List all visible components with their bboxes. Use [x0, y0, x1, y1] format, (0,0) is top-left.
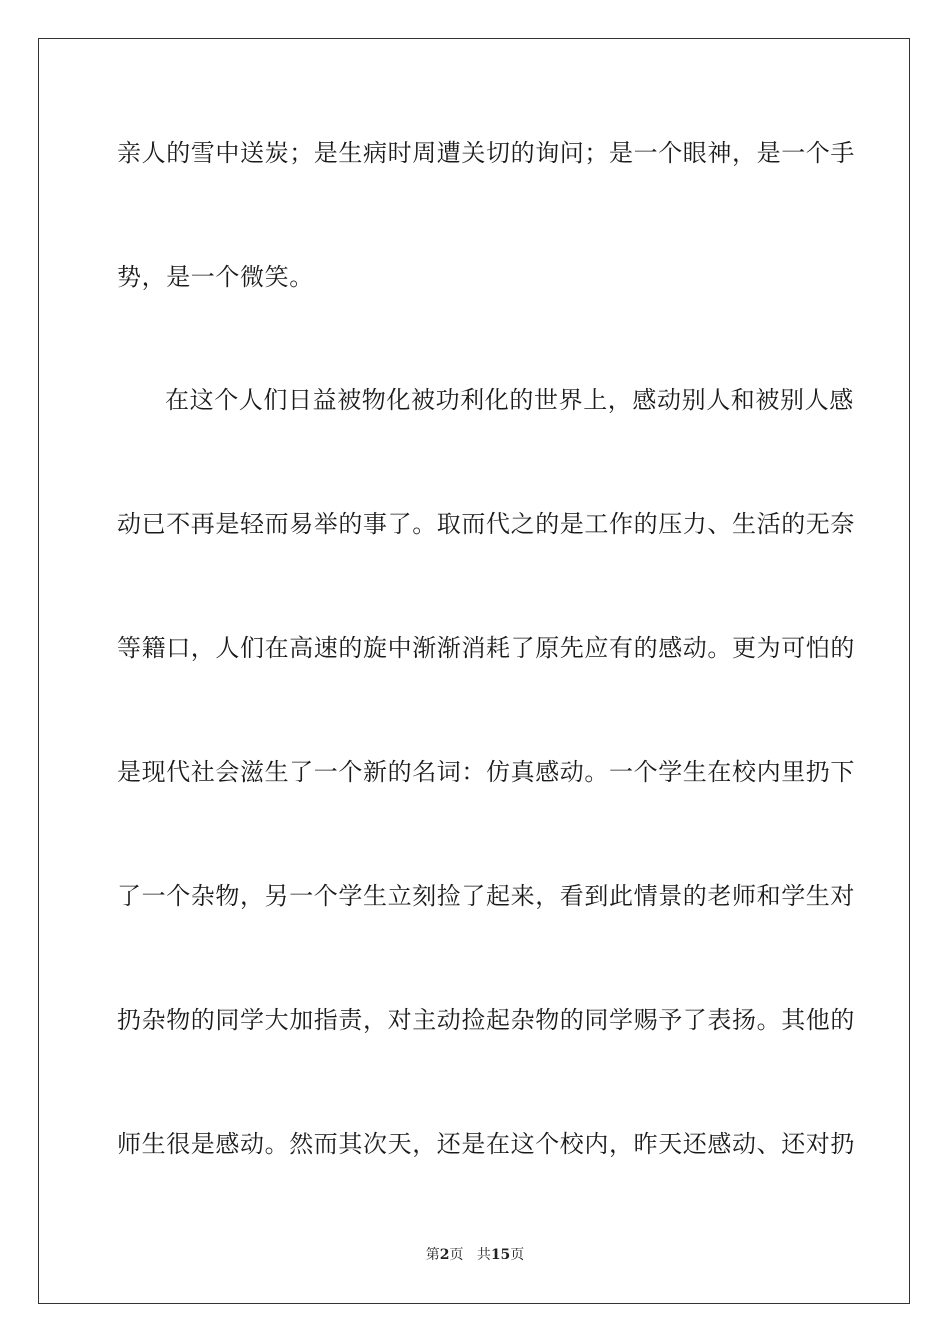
page-border [38, 38, 910, 1304]
text-line-7: 了一个杂物，另一个学生立刻捡了起来，看到此情景的老师和学生对 [117, 882, 855, 910]
footer-page-prefix: 第 [425, 1247, 440, 1263]
page-footer [0, 1245, 950, 1265]
footer-total-suffix: 页 [510, 1247, 525, 1263]
text-line-8: 扔杂物的同学大加指责，对主动捡起杂物的同学赐予了表扬。其他的 [117, 1006, 855, 1034]
text-line-9: 师生很是感动。然而其次天，还是在这个校内，昨天还感动、还对扔 [117, 1130, 855, 1158]
footer-total-prefix: 共 [476, 1247, 491, 1263]
text-line-4: 动已不再是轻而易举的事了。取而代之的是工作的压力、生活的无奈 [117, 510, 855, 538]
footer-page-number: 2 [439, 1247, 450, 1263]
footer-total-pages: 15 [490, 1247, 511, 1263]
text-line-2: 势，是一个微笑。 [117, 263, 314, 291]
footer-page-suffix: 页 [449, 1247, 464, 1263]
text-line-5: 等籍口，人们在高速的旋中渐渐消耗了原先应有的感动。更为可怕的 [117, 634, 855, 662]
text-line-1: 亲人的雪中送炭；是生病时周遭关切的询问；是一个眼神，是一个手 [117, 139, 855, 167]
text-line-6: 是现代社会滋生了一个新的名词：仿真感动。一个学生在校内里扔下 [117, 758, 855, 786]
text-line-3: 在这个人们日益被物化被功利化的世界上，感动别人和被别人感 [165, 386, 854, 414]
